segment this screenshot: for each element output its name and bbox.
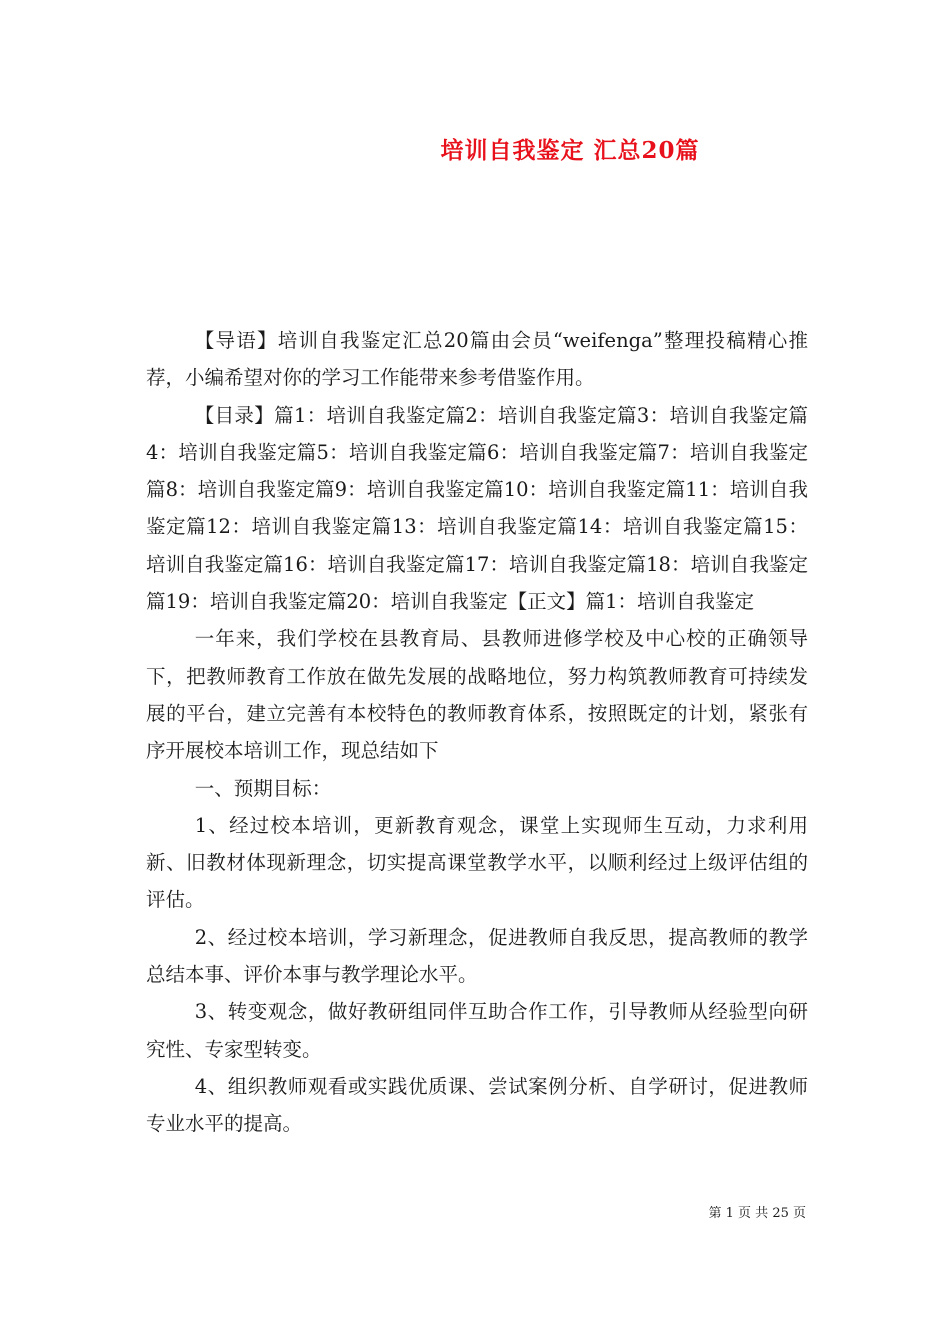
list-item: 2、经过校本培训，学习新理念，促进教师自我反思，提高教师的教学总结本事、评价本事与教学理论水平。 [146, 925, 808, 987]
document-body [146, 322, 808, 1143]
paragraph-summary: 一年来，我们学校在县教育局、县教师进修学校及中心校的正确领导下，把教师教育工作放在做先发展的战略地位，努力构筑教师教育可持续发展的平台，建立完善有本校特色的教师教育体系，按照既定的计划，紧张有序开展校本培训工作，现总结如下 [146, 627, 808, 763]
page-number-footer: 第 1 页 共 25 页 [708, 1206, 806, 1221]
paragraph-intro: 【导语】培训自我鉴定汇总20篇由会员“weifenga”整理投稿精心推荐，小编希望对你的学习工作能带来参考借鉴作用。 [146, 329, 808, 390]
paragraph-toc: 【目录】篇1：培训自我鉴定篇2：培训自我鉴定篇3：培训自我鉴定篇4：培训自我鉴定篇5：培训自我鉴定篇6：培训自我鉴定篇7：培训自我鉴定篇8：培训自我鉴定篇9：培训自我鉴定篇10：培训自我鉴定篇11：培训自我鉴定篇12：培训自我鉴定篇13：培训自我鉴定篇14：培训自我鉴定篇15：培训自我鉴定篇16：培训自我鉴定篇17：培训自我鉴定篇18：培训自我鉴定篇19：培训自我鉴定篇20：培训自我鉴定【正文】篇1：培训自我鉴定 [146, 403, 808, 614]
list-item: 4、组织教师观看或实践优质课、尝试案例分析、自学研讨，促进教师专业水平的提高。 [146, 1074, 808, 1136]
list-item: 3、转变观念，做好教研组同伴互助合作工作，引导教师从经验型向研究性、专家型转变。 [146, 1000, 808, 1061]
list-item: 1、经过校本培训，更新教育观念，课堂上实现师生互动，力求利用新、旧教材体现新理念，切实提高课堂教学水平，以顺利经过上级评估组的评估。 [146, 813, 808, 912]
section-heading: 一、预期目标： [194, 776, 332, 800]
document-title: 培训自我鉴定 汇总20篇 [440, 137, 700, 164]
